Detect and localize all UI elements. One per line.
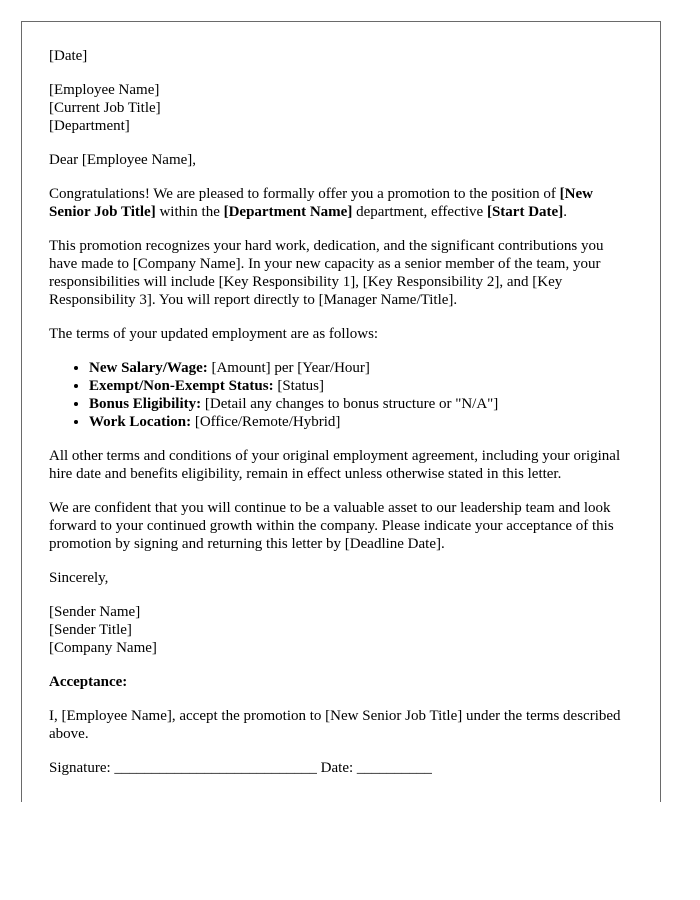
recognition-paragraph: This promotion recognizes your hard work, dedication, and the significant contributions you have made to [Company Name]. In your new capacity as a senior member of the team, your responsibilities will include [Key Responsibility 1], [Key Responsibility 2], and [Key Responsibility 3]. You will report directly to [Manager Name/Title]. bbox=[49, 238, 604, 308]
recipient-name: [Employee Name] bbox=[49, 82, 160, 98]
intro-paragraph bbox=[49, 185, 633, 221]
acceptance-heading-text: Acceptance: bbox=[49, 674, 128, 690]
term-value: [Office/Remote/Hybrid] bbox=[191, 414, 341, 430]
term-item-status bbox=[89, 377, 633, 395]
term-value: [Status] bbox=[273, 378, 325, 394]
term-label: Bonus Eligibility: bbox=[89, 396, 202, 412]
sender-title: [Sender Title] bbox=[49, 622, 132, 638]
recipient-department: [Department] bbox=[49, 118, 130, 134]
sender-block bbox=[49, 603, 633, 657]
term-label: Work Location: bbox=[89, 414, 192, 430]
term-item-salary bbox=[89, 359, 633, 377]
acceptance-text: I, [Employee Name], accept the promotion to [New Senior Job Title] under the terms described above. bbox=[49, 708, 621, 742]
term-value: [Detail any changes to bonus structure or "N/A"] bbox=[201, 396, 499, 412]
intro-department: [Department Name] bbox=[223, 204, 353, 220]
intro-text-4: . bbox=[563, 204, 567, 220]
recipient-title: [Current Job Title] bbox=[49, 100, 161, 116]
intro-text-1: Congratulations! We are pleased to formally offer you a promotion to the position of bbox=[49, 186, 560, 202]
letter-date: [Date] bbox=[49, 48, 88, 64]
term-value: [Amount] per [Year/Hour] bbox=[207, 360, 370, 376]
recipient-block bbox=[49, 81, 633, 135]
intro-start-date: [Start Date] bbox=[486, 204, 564, 220]
term-item-bonus bbox=[89, 395, 633, 413]
term-item-location bbox=[89, 413, 633, 431]
sender-company: [Company Name] bbox=[49, 640, 157, 656]
intro-text-2: within the bbox=[155, 204, 224, 220]
intro-text-3: department, effective bbox=[352, 204, 487, 220]
acceptance-heading bbox=[49, 673, 633, 691]
sender-name: [Sender Name] bbox=[49, 604, 141, 620]
term-label: Exempt/Non-Exempt Status: bbox=[89, 378, 274, 394]
terms-list bbox=[49, 359, 633, 431]
salutation: Dear [Employee Name], bbox=[49, 152, 197, 168]
other-terms-paragraph: All other terms and conditions of your original employment agreement, including your original hire date and benefits eligibility, remain in effect unless otherwise stated in this letter. bbox=[49, 448, 621, 482]
term-label: New Salary/Wage: bbox=[89, 360, 208, 376]
signature-line: Signature: ___________________________ Date: __________ bbox=[49, 760, 432, 776]
terms-intro: The terms of your updated employment are as follows: bbox=[49, 326, 379, 342]
confidence-paragraph: We are confident that you will continue to be a valuable asset to our leadership team and look forward to your continued growth within the company. Please indicate your acceptance of this promotion by signing and returning this letter by [Deadline Date]. bbox=[49, 500, 614, 552]
letter-page bbox=[21, 21, 661, 802]
intro-new-title: [New Senior Job Title] bbox=[49, 186, 593, 220]
closing: Sincerely, bbox=[49, 570, 109, 586]
